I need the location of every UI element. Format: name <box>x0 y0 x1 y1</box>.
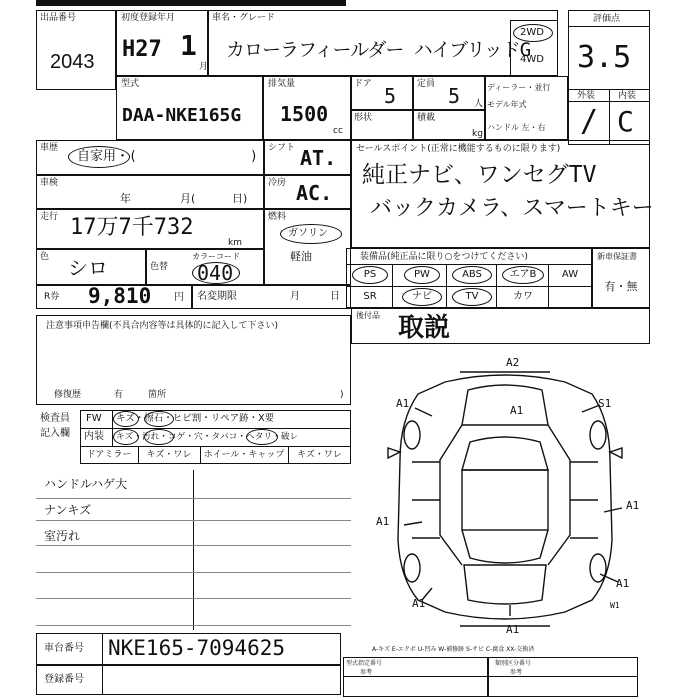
sales-points-label: セールスポイント(正常に機能するものに限ります) <box>356 144 561 154</box>
interior-text: キズ・汚れ・コゲ・穴・タバコ・ヘタリ・破レ <box>116 432 299 442</box>
sales-points-line1: 純正ナビ、ワンセグTV <box>362 162 597 188</box>
int-tabako-circle <box>246 429 278 445</box>
color-value: シロ <box>68 256 108 280</box>
load-label: 積載 <box>417 113 436 123</box>
sales-points-box <box>351 140 650 248</box>
mileage-unit: km <box>228 238 242 248</box>
type-value: DAA-NKE165G <box>122 105 242 126</box>
ac-value: AC. <box>296 181 333 205</box>
bottom-sub-2: 参考 <box>510 669 523 676</box>
color-code-label: 色替 <box>150 262 169 272</box>
dmg-left-door: A1 <box>376 515 390 528</box>
int-kizu-circle <box>113 429 139 445</box>
dmg-left-front: A1 <box>396 397 410 410</box>
displacement-unit: cc <box>333 126 343 136</box>
displacement-value: 1500 <box>280 102 329 126</box>
recycle-label: R券 <box>44 292 60 302</box>
capacity-unit: 人 <box>474 99 484 109</box>
int-yogore-circle <box>144 429 174 445</box>
load-unit: kg <box>472 129 483 139</box>
color-code-sub: カラーコード <box>192 252 240 261</box>
dmg-right-front: S1 <box>598 397 612 410</box>
dmg-front: A2 <box>506 356 520 369</box>
dmg-right-rear: A1 <box>616 577 630 590</box>
shape-label: 形状 <box>354 113 373 123</box>
inspection-month: 月( <box>180 192 196 205</box>
interior-grade: C <box>617 105 634 138</box>
inspection-box <box>36 175 264 209</box>
first-reg-month-unit: 月 <box>199 62 209 72</box>
header-strip <box>36 0 346 6</box>
drive-2wd: 2WD <box>520 27 544 38</box>
notes-close: ) <box>340 390 344 400</box>
eq-abs: ABS <box>462 269 482 280</box>
usage-label: 車歴 <box>40 143 59 153</box>
recycle-unit: 円 <box>174 292 184 303</box>
first-reg-month: 1 <box>180 29 197 62</box>
fuel-gasoline: ガソリン <box>288 228 328 239</box>
mileage-label: 走行 <box>40 212 59 222</box>
expiry-day: 日 <box>330 291 340 302</box>
bottom-label-2: 類別区分番号 <box>495 660 532 667</box>
eq-leather: カワ <box>513 291 533 302</box>
chassis-label: 車台番号 <box>44 643 84 654</box>
door-mirror: ドアミラー <box>86 450 132 460</box>
exterior-grade: / <box>580 104 599 139</box>
doors-label: ドア <box>354 79 372 89</box>
equipment-label: 装備品(純正品に限り○をつけてください) <box>360 252 528 262</box>
dmg-rear: A1 <box>506 623 520 636</box>
chassis-value: NKE165-7094625 <box>108 636 286 660</box>
eq-aw: AW <box>561 269 579 280</box>
capacity-label: 定員 <box>417 79 436 89</box>
capacity-value: 5 <box>448 84 461 108</box>
inspector-label-2: 記入欄 <box>40 428 70 439</box>
mileage-value: 17万7千732 <box>70 215 194 240</box>
fw-text: キズ・擦石・ヒビ割・リペア跡・X要 <box>116 413 275 424</box>
interior-head: 内装 <box>84 431 104 442</box>
displacement-label: 排気量 <box>268 79 296 89</box>
inspection-year: 年 <box>120 192 131 205</box>
dmg-right-door: A1 <box>626 499 640 512</box>
parts-label: 箇所 <box>148 390 167 400</box>
lot-number: 2043 <box>50 51 95 73</box>
bottom-sub-1: 参考 <box>360 669 373 676</box>
reg-label: 登録番号 <box>44 674 84 685</box>
usage-close: ) <box>250 149 258 164</box>
lot-label: 出品番号 <box>40 13 77 23</box>
post-install-value: 取説 <box>398 313 451 343</box>
bottom-label-1: 型式指定番号 <box>346 660 383 667</box>
post-install-label: 後付品 <box>356 311 380 320</box>
exterior-label: 外装 <box>577 91 596 101</box>
warranty-value: 有・無 <box>604 280 638 293</box>
fw-head: FW <box>86 413 102 424</box>
eq-ps: PS <box>363 269 377 280</box>
hand-note-1: ハンドルハゲ大 <box>44 477 128 491</box>
shift-label: シフト <box>268 143 296 153</box>
eq-navi: ナビ <box>412 291 432 302</box>
inspector-label-1: 検査員 <box>40 413 70 424</box>
repair-value: 有 <box>114 390 124 400</box>
doors-value: 5 <box>384 84 397 108</box>
notes-label: 注意事項申告欄(不具合内容等は具体的に記入して下さい) <box>46 321 279 331</box>
ac-label: 冷房 <box>268 178 287 188</box>
model-name-label: 車名・グレード <box>212 13 276 23</box>
expiry-month: 月 <box>290 291 300 302</box>
type-label: 型式 <box>121 79 140 89</box>
fw-tobiishi-circle <box>144 411 174 427</box>
dealer-line1: ディーラー・並行 <box>487 83 551 92</box>
inspection-day: 日) <box>232 192 248 205</box>
recycle-value: 9,810 <box>88 284 152 308</box>
fuel-diesel: 軽油 <box>290 250 312 263</box>
hand-note-2: ナンキズ <box>44 503 92 517</box>
wheel-cap-dmg: キズ・ワレ <box>297 450 342 460</box>
eq-pw: PW <box>414 269 430 280</box>
fw-kizu-circle <box>113 411 139 427</box>
sales-points-line2: バックカメラ、スマートキー <box>370 196 654 221</box>
warranty-label: 新車保証書 <box>597 252 637 261</box>
hand-note-3: 室汚れ <box>44 529 81 543</box>
car-diagram <box>360 350 650 640</box>
dmg-left-rear: A1 <box>412 597 426 610</box>
shift-value: AT. <box>300 146 337 170</box>
interior-label: 内装 <box>618 91 637 101</box>
first-reg-label: 初度登録年月 <box>121 13 176 23</box>
inspection-label: 車検 <box>40 178 59 188</box>
drive-4wd: 4WD <box>520 54 544 65</box>
dealer-line2: モデル年式 <box>487 100 527 109</box>
dmg-hood: A1 <box>510 404 524 417</box>
score-label: 評価点 <box>593 14 621 24</box>
color-code-value: 040 <box>197 261 234 285</box>
eq-tv: TV <box>465 291 479 302</box>
eq-airbag: エアB <box>509 269 537 280</box>
score-value: 3.5 <box>577 40 632 75</box>
dmg-right-panel: W1 <box>610 601 620 610</box>
eq-sr: SR <box>363 291 377 302</box>
repair-label: 修復歴 <box>54 390 82 400</box>
door-mirror-dmg: キズ・ワレ <box>146 450 192 460</box>
dealer-line3: ハンドル 左・右 <box>487 123 546 132</box>
model-name-value: カローラフィールダー ハイブリッドG <box>226 39 531 61</box>
legend: A-キズ E-エクボ U-凹み W-補修跡 S-サビ C-腐食 XX-交換済 <box>372 646 535 653</box>
first-reg-era: H27 <box>122 37 162 62</box>
usage-value: 自家用・( <box>77 149 137 164</box>
expiry-label: 名変期限 <box>197 291 237 302</box>
wheel-cap: ホイール・キャップ <box>203 450 285 460</box>
color-label: 色 <box>40 252 50 262</box>
post-install-box <box>351 308 650 344</box>
fuel-label: 燃料 <box>268 212 287 222</box>
